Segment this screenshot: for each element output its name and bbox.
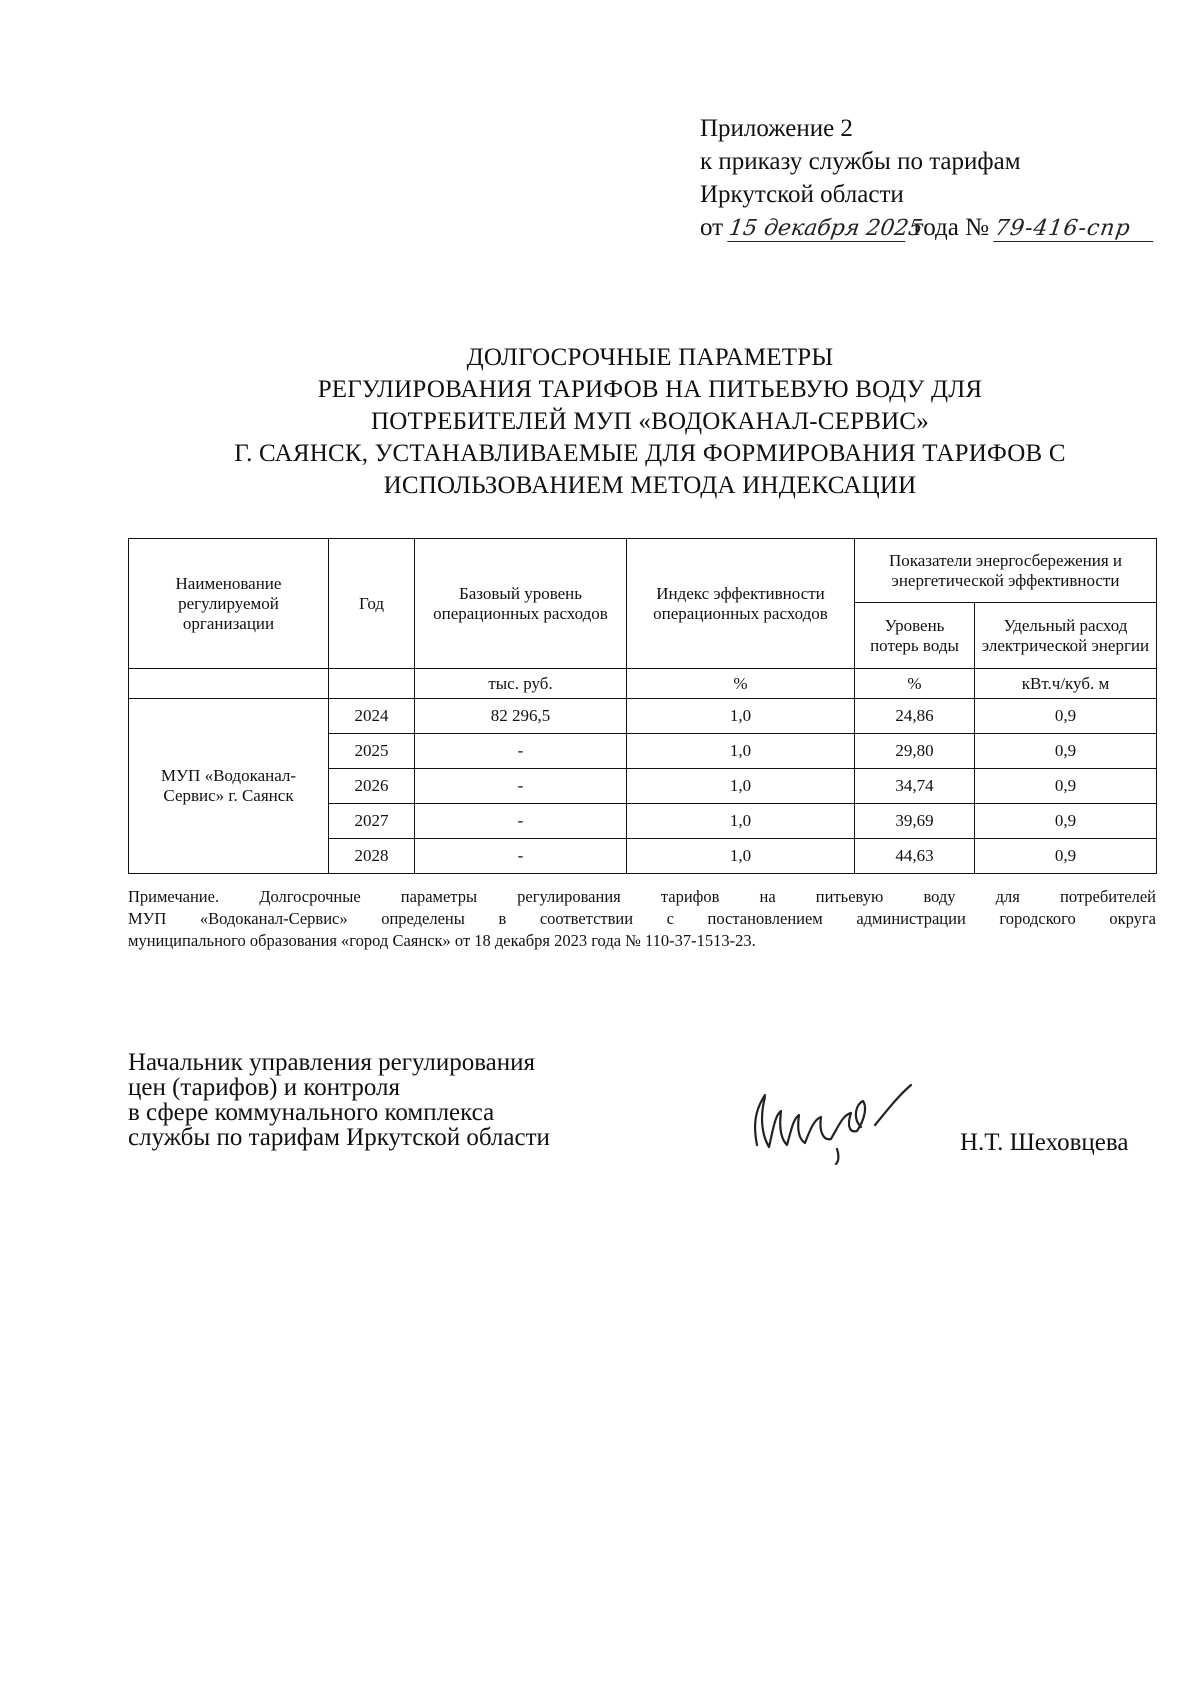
header-efficiency-index: Индекс эффективности операционных расходов — [627, 539, 855, 669]
appendix-line-3: Иркутской области — [700, 181, 904, 208]
unit-efficiency-index: % — [627, 669, 855, 699]
cell-power-consumption: 0,9 — [975, 839, 1157, 874]
cell-efficiency-index: 1,0 — [627, 699, 855, 734]
cell-year: 2024 — [329, 699, 415, 734]
title-line-3: ПОТРЕБИТЕЛЕЙ МУП «ВОДОКАНАЛ-СЕРВИС» — [371, 408, 929, 435]
cell-water-loss: 24,86 — [855, 699, 975, 734]
position-line-1: Начальник управления регулирования — [128, 1049, 536, 1076]
unit-power-consumption: кВт.ч/куб. м — [975, 669, 1157, 699]
appendix-line-1: Приложение 2 — [700, 115, 853, 142]
from-label: от — [700, 214, 724, 241]
document-title — [150, 342, 1150, 502]
title-line-1: ДОЛГОСРОЧНЫЕ ПАРАМЕТРЫ — [466, 344, 834, 371]
header-base-level: Базовый уровень операционных расходов — [415, 539, 627, 669]
cell-year: 2028 — [329, 839, 415, 874]
note-line-3: муниципального образования «город Саянск» от 18 декабря 2023 года № 110-37-1513-23. — [128, 931, 756, 950]
header-power-consumption: Удельный расход электрической энергии — [975, 603, 1157, 669]
cell-water-loss: 34,74 — [855, 769, 975, 804]
title-line-5: ИСПОЛЬЗОВАНИЕМ МЕТОДА ИНДЕКСАЦИИ — [383, 472, 917, 499]
title-line-4: Г. САЯНСК, УСТАНАВЛИВАЕМЫЕ ДЛЯ ФОРМИРОВАНИЯ ТАРИФОВ С — [234, 440, 1066, 467]
organization-name: МУП «Водоканал-Сервис» г. Саянск — [129, 699, 329, 874]
handwritten-signature — [735, 1075, 935, 1165]
cell-base-level: - — [415, 769, 627, 804]
appendix-line-2: к приказу службы по тарифам — [700, 148, 1021, 175]
position-line-3: в сфере коммунального комплекса — [128, 1099, 495, 1126]
cell-base-level: - — [415, 734, 627, 769]
cell-power-consumption: 0,9 — [975, 734, 1157, 769]
cell-power-consumption: 0,9 — [975, 804, 1157, 839]
cell-base-level: - — [415, 839, 627, 874]
cell-efficiency-index: 1,0 — [627, 769, 855, 804]
cell-efficiency-index: 1,0 — [627, 839, 855, 874]
cell-base-level: - — [415, 804, 627, 839]
cell-water-loss: 39,69 — [855, 804, 975, 839]
cell-base-level: 82 296,5 — [415, 699, 627, 734]
table-row — [129, 699, 1157, 734]
table-note — [128, 886, 1156, 952]
cell-power-consumption: 0,9 — [975, 769, 1157, 804]
handwritten-date: 15 декабря 2025 — [727, 216, 925, 241]
cell-efficiency-index: 1,0 — [627, 734, 855, 769]
appendix-block — [700, 112, 1170, 244]
parameters-table — [128, 538, 1157, 874]
cell-water-loss: 44,63 — [855, 839, 975, 874]
signatory-name: Н.Т. Шеховцева — [960, 1129, 1129, 1156]
unit-base-level: тыс. руб. — [415, 669, 627, 699]
unit-water-loss: % — [855, 669, 975, 699]
header-water-loss: Уровень потерь воды — [855, 603, 975, 669]
note-line-2: МУП «Водоканал-Сервис» определены в соответствии с постановлением администрации городского округа — [128, 909, 1156, 928]
handwritten-order-number: 79-416-спр — [993, 217, 1157, 242]
cell-water-loss: 29,80 — [855, 734, 975, 769]
header-year: Год — [329, 539, 415, 669]
position-line-2: цен (тарифов) и контроля — [128, 1074, 400, 1101]
position-line-4: службы по тарифам Иркутской области — [128, 1124, 550, 1151]
appendix-order-line — [700, 211, 1170, 244]
cell-year: 2025 — [329, 734, 415, 769]
cell-efficiency-index: 1,0 — [627, 804, 855, 839]
cell-power-consumption: 0,9 — [975, 699, 1157, 734]
title-line-2: РЕГУЛИРОВАНИЯ ТАРИФОВ НА ПИТЬЕВУЮ ВОДУ ДЛЯ — [317, 376, 983, 403]
header-organization: Наименование регулируемой организации — [129, 539, 329, 669]
year-number-label: года № — [913, 214, 989, 241]
note-line-1: Примечание. Долгосрочные параметры регулирования тарифов на питьевую воду для потребителей — [128, 887, 1156, 906]
cell-year: 2027 — [329, 804, 415, 839]
cell-year: 2026 — [329, 769, 415, 804]
header-energy-group: Показатели энергосбережения и энергетической эффективности — [855, 539, 1157, 603]
signatory-position — [128, 1050, 648, 1150]
